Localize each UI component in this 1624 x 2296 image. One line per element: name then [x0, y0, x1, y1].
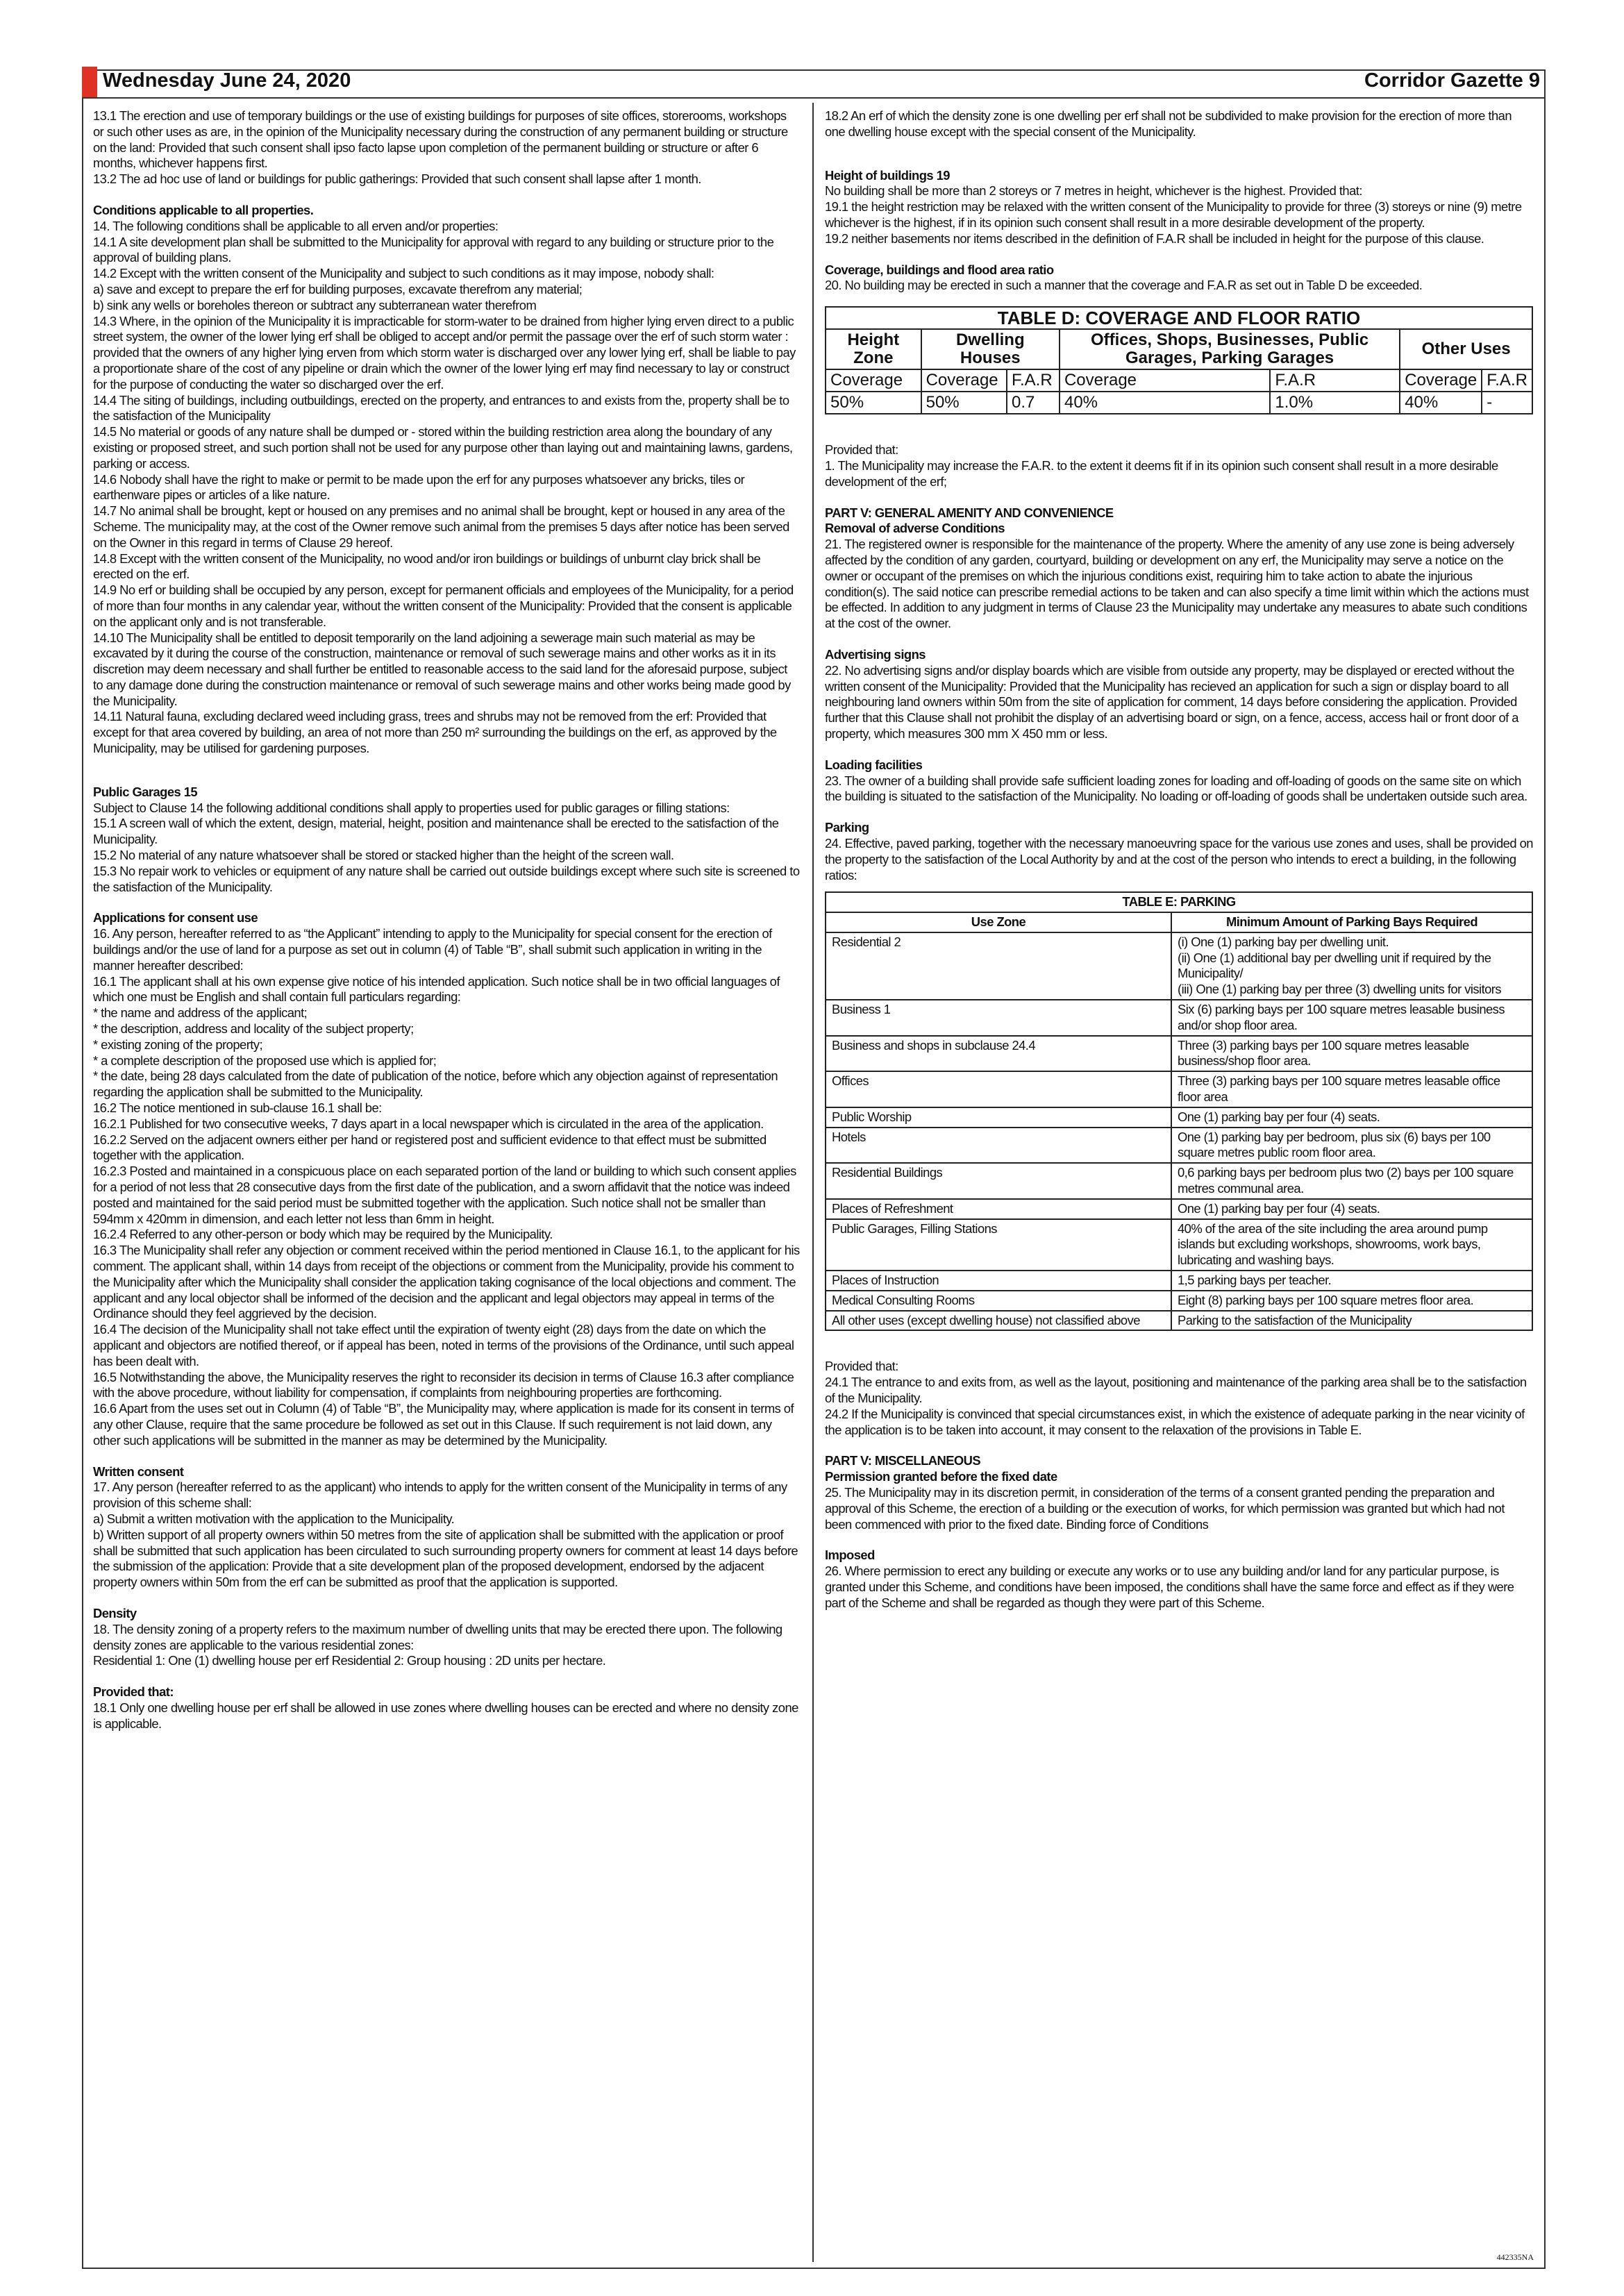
paragraph: * the date, being 28 days calculated from the date of publication of the notice, before which any objection against of representation regarding the application shall be submitted to the Municipality.	[93, 1069, 778, 1100]
use-zone-cell: Places of Instruction	[826, 1271, 1171, 1291]
section-heading: PART V: GENERAL AMENITY AND CONVENIENCE	[825, 505, 1114, 520]
section-heading: Permission granted before the fixed date	[825, 1469, 1057, 1484]
table-d-cell: 40%	[1400, 392, 1482, 414]
use-zone-cell: Hotels	[826, 1128, 1171, 1164]
table-e-parking	[825, 891, 1533, 1331]
paragraph: 16.3 The Municipality shall refer any objection or comment received within the period mentioned in Clause 16.1, to the applicant for his comment. The applicant shall, within 14 days from receipt of the objections or comment from the Municipality, provide his comment to the Municipality after which the Municipality shall consider the application taking cognisance of the local objections and comment. The applicant and any local objector shall be informed of the decision and the applicant and legal objectors may appeal in terms of the Ordinance should they feel aggrieved by the decision.	[93, 1243, 800, 1321]
spacer	[825, 414, 1534, 442]
table-row	[826, 1291, 1532, 1311]
paragraph: 14.5 No material or goods of any nature shall be dumped or - stored within the building restriction area along the boundary of any existing or proposed street, and such portion shall not be used for any purpose other than laying out and maintaining lawns, gardens, parking or access.	[93, 424, 793, 471]
paragraph: 14.2 Except with the written consent of the Municipality and subject to such conditions as it may impose, nobody shall:	[93, 266, 714, 281]
parking-requirement-cell: 40% of the area of the site including the area around pump islands but excluding workshops, showrooms, work bays, lubricating and washing bays.	[1171, 1219, 1532, 1271]
paragraph: 16.2.3 Posted and maintained in a conspicuous place on each separated portion of the land or building to which such consent applies for a period of not less that 28 consecutive days from the first date of the publication, and a sworn affidavit that the notice was indeed posted and maintained for the said period must be submitted together with the application. Such notice shall not be smaller than 594mm x 420mm in dimension, and each letter not less than 6mm in height.	[93, 1164, 796, 1226]
paragraph: 18.1 Only one dwelling house per erf shall be allowed in use zones where dwelling houses can be erected and where no density zone is applicable.	[93, 1700, 798, 1731]
table-d-title: TABLE D: COVERAGE AND FLOOR RATIO	[826, 307, 1532, 329]
header-accent-bar	[82, 67, 97, 97]
paragraph: 25. The Municipality may in its discretion permit, in consideration of the terms of a consent granted pending the preparation and approval of this Scheme, the erection of a building or the execution of works, for which permission was granted but which had not been commenced with prior to the fixed date. Binding force of Conditions	[825, 1485, 1505, 1532]
paragraph: 13.1 The erection and use of temporary buildings or the use of existing buildings for purposes of site offices, storerooms, workshops or such other uses as are, in the opinion of the Municipality necessary during the construction of any permanent building or structure on the land: Provided that such consent shall ipso facto lapse upon completion of the permanent building or structure or after 6 months, whichever happens first.	[93, 108, 788, 171]
table-e-title: TABLE E: PARKING	[826, 892, 1532, 912]
spacer	[825, 805, 1534, 820]
paragraph: 14.11 Natural fauna, excluding declared weed including grass, trees and shrubs may not be removed from the erf: Provided that except for that area covered by building, an area of not more than 250 m² surrounding the buildings on the erf, as approved by the Municipality, may be utilised for gardening purposes.	[93, 709, 777, 756]
paragraph: 14.3 Where, in the opinion of the Municipality it is impracticable for storm-water to be drained from higher lying erven direct to a public street system, the owner of the lower lying erf shall be obliged to accept and/or permit the passage over the erf of such storm water : provided that the owners of any higher lying erven from which storm water is discharged over any lower lying erf, shall be liable to pay a proportionate share of the cost of any pipeline or drain which the owner of the lower lying erf may find necessary to lay or construct for the purpose of conducting the water so discharged over the erf.	[93, 313, 796, 392]
table-row	[826, 1163, 1532, 1199]
table-d-other-header: Other Uses	[1400, 329, 1532, 369]
use-zone-cell: Residential 2	[826, 932, 1171, 1000]
paragraph: 13.2 The ad hoc use of land or buildings for public gatherings: Provided that such consent shall lapse after 1 month.	[93, 171, 701, 187]
table-row	[826, 1311, 1532, 1331]
table-d-subheader-cell: F.A.R	[1007, 369, 1060, 392]
table-d-dwelling-header: Dwelling Houses	[921, 329, 1060, 369]
table-d-subheader-cell: Coverage	[826, 369, 921, 392]
paragraph: 14.6 Nobody shall have the right to make or permit to be made upon the erf for any purposes whatsoever any bricks, tiles or earthenware pipes or articles of a like nature.	[93, 471, 745, 503]
use-zone-cell: Public Worship	[826, 1107, 1171, 1128]
right-column	[825, 108, 1534, 2261]
paragraph: 24.2 If the Municipality is convinced that special circumstances exist, in which the existence of adequate parking in the near vicinity of the application is to be taken into account, it may consent to the relaxation of the provisions in Table E.	[825, 1406, 1525, 1437]
table-d-subheader-cell: F.A.R	[1270, 369, 1400, 392]
right-top-section	[825, 108, 1534, 294]
parking-requirement-cell: Three (3) parking bays per 100 square metres leasable business/shop floor area.	[1171, 1036, 1532, 1072]
paragraph: 14.7 No animal shall be brought, kept or housed on any premises and no animal shall be brought, kept or housed in any area of the Scheme. The municipality may, at the cost of the Owner remove such animal from the premises 5 days after notice has been served on the Owner in this regard in terms of Clause 29 hereof.	[93, 503, 789, 550]
paragraph: 16.4 The decision of the Municipality shall not take effect until the expiration of twenty eight (28) days from the date on which the applicant and objectors are notified thereof, or if appeal has been, noted in terms of the provisions of the Ordinance, until such appeal has been dealt with.	[93, 1322, 794, 1368]
paragraph: 16. Any person, hereafter referred to as “the Applicant” intending to apply to the Municipality for special consent for the erection of buildings and/or the use of land for a purpose as set out in column (4) of Table “B”, shall submit such application in writing in the manner hereafter described:	[93, 926, 772, 973]
paragraph: 21. The registered owner is responsible for the maintenance of the property. Where the amenity of any use zone is being adversely affected by the condition of any garden, courtyard, building or development on any erf, the Municipality may serve a notice on the owner or occupant of the premises on which the injurious conditions exist, requiring him to take action to abate the injurious condition(s). The said notice can prescribe remedial actions to be taken and can also specify a time limit within which the actions must be effected. In addition to any judgment in terms of Clause 23 the Municipality may undertake any measures to abate such conditions at the cost of the owner.	[825, 537, 1529, 631]
paragraph: 14.10 The Municipality shall be entitled to deposit temporarily on the land adjoining a sewerage main such material as may be excavated by it during the course of the construction, maintenance or removal of such sewerage mains and other works as it in its discretion may deem necessary and shall further be entitled to reasonable access to the said land for the aforesaid purpose, subject to any damage done during the construction maintenance or removal of such sewerage mains and other works being made good by the Municipality.	[93, 630, 791, 708]
paragraph: 1. The Municipality may increase the F.A.R. to the extent it deems fit if in its opinion such consent shall result in a more desirable development of the erf;	[825, 458, 1498, 489]
paragraph: 17. Any person (hereafter referred to as the applicant) who intends to apply for the written consent of the Municipality in terms of any provision of this scheme shall:	[93, 1480, 787, 1511]
paragraph: 16.1 The applicant shall at his own expense give notice of his intended application. Such notice shall be in two official languages of which one must be English and shall contain full particulars regarding:	[93, 973, 780, 1005]
paragraph: 16.2.2 Served on the adjacent owners either per hand or registered post and sufficient evidence to that effect must be submitted together with the application.	[93, 1132, 767, 1163]
use-zone-cell: Public Garages, Filling Stations	[826, 1219, 1171, 1271]
parking-requirement-cell: Parking to the satisfaction of the Municipality	[1171, 1311, 1532, 1331]
spacer	[825, 742, 1534, 757]
paragraph: 18. The density zoning of a property refers to the maximum number of dwelling units that may be erected there upon. The following density zones are applicable to the various residential zones:	[93, 1621, 782, 1652]
paragraph: b) sink any wells or boreholes thereon or subtract any subterranean water therefrom	[93, 297, 537, 312]
parking-requirement-cell: One (1) parking bay per four (4) seats.	[1171, 1199, 1532, 1219]
section-heading: Height of buildings 19	[825, 167, 950, 183]
spacer	[825, 490, 1534, 505]
paragraph: * a complete description of the proposed use which is applied for;	[93, 1053, 437, 1068]
table-d-cell: -	[1482, 392, 1532, 414]
table-row	[826, 1271, 1532, 1291]
use-zone-cell: Business and shops in subclause 24.4	[826, 1036, 1171, 1072]
reference-code: 442335NA	[1496, 2252, 1534, 2262]
table-d-coverage	[825, 306, 1533, 414]
spacer	[825, 140, 1534, 168]
paragraph: 20. No building may be erected in such a manner that the coverage and F.A.R as set out in Table D be exceeded.	[825, 278, 1423, 293]
parking-requirement-cell: (i) One (1) parking bay per dwelling unit. (ii) One (1) additional bay per dwelling unit if required by the Municipality/ (iii) One (1) parking bay per three (3) dwelling units for visitors	[1171, 932, 1532, 1000]
table-row	[826, 932, 1532, 1000]
paragraph: * the name and address of the applicant;	[93, 1005, 308, 1021]
table-d-cell: 50%	[826, 392, 921, 414]
section-heading: PART V: MISCELLANEOUS	[825, 1453, 981, 1468]
use-zone-cell: Places of Refreshment	[826, 1199, 1171, 1219]
paragraph: 24. Effective, paved parking, together with the necessary manoeuvring space for the various use zones and uses, shall be provided on the property to the satisfaction of the Local Authority by and at the cost of the person who intends to erect a building, in the following ratios:	[825, 835, 1533, 882]
parking-requirement-cell: 1,5 parking bays per teacher.	[1171, 1271, 1532, 1291]
table-row	[826, 1071, 1532, 1107]
paragraph: * existing zoning of the property;	[93, 1037, 263, 1052]
table-d-subheader-cell: Coverage	[1400, 369, 1482, 392]
parking-requirement-cell: 0,6 parking bays per bedroom plus two (2) bays per 100 square metres communal area.	[1171, 1163, 1532, 1199]
section-heading: Coverage, buildings and flood area ratio	[825, 262, 1054, 277]
table-d-subheader-cell: Coverage	[921, 369, 1007, 392]
paragraph: 14.9 No erf or building shall be occupied by any person, except for permanent officials and employees of the Municipality, for a period of more than four months in any calendar year, without the written consent of the Municipality: Provided that the consent is applicable on the applicant only and is not transferable.	[93, 583, 794, 629]
table-d-height-zone-header: Height Zone	[826, 329, 921, 369]
spacer	[825, 247, 1534, 262]
paragraph: 23. The owner of a building shall provide safe sufficient loading zones for loading and off-loading of goods on the same site on which the building is situated to the satisfaction of the Municipality. No loading or off-loading of goods shall be undertaken outside such area.	[825, 773, 1527, 804]
table-row	[826, 1036, 1532, 1072]
section-heading: Imposed	[825, 1548, 875, 1563]
paragraph: Provided that:	[825, 442, 898, 458]
use-zone-cell: Medical Consulting Rooms	[826, 1291, 1171, 1311]
table-e-use-zone-header: Use Zone	[826, 912, 1171, 932]
paragraph: 18.2 An erf of which the density zone is one dwelling per erf shall not be subdivided to make provision for the erection of more than one dwelling house except with the special consent of the Municipality.	[825, 108, 1512, 139]
use-zone-cell: Business 1	[826, 1000, 1171, 1036]
table-row	[826, 1107, 1532, 1128]
spacer	[93, 1449, 800, 1464]
paragraph: 16.5 Notwithstanding the above, the Municipality reserves the right to reconsider its decision in terms of Clause 16.3 after compliance with the above procedure, without liability for compensation, if complaints from neighbouring properties are forthcoming.	[93, 1369, 794, 1400]
section-heading: Public Garages 15	[93, 784, 198, 799]
paragraph: Provided that:	[825, 1359, 898, 1374]
paragraph: a) save and except to prepare the erf for building purposes, excavate therefrom any material;	[93, 281, 583, 296]
paragraph: 14.1 A site development plan shall be submitted to the Municipality for approval with regard to any building or structure prior to the approval of building plans.	[93, 234, 774, 265]
paragraph: No building shall be more than 2 storeys or 7 metres in height, whichever is the highest. Provided that:	[825, 183, 1362, 199]
spacer	[93, 1669, 800, 1684]
section-heading: Provided that:	[93, 1684, 174, 1700]
paragraph: 16.2.1 Published for two consecutive weeks, 7 days apart in a local newspaper which is circulated in the area of the application.	[93, 1116, 764, 1131]
paragraph: 14. The following conditions shall be applicable to all erven and/or properties:	[93, 218, 499, 233]
paragraph: 15.3 No repair work to vehicles or equipment of any nature shall be carried out outside buildings except where such site is screened to the satisfaction of the Municipality.	[93, 863, 800, 894]
table-d-subheader-cell: Coverage	[1060, 369, 1270, 392]
paragraph: 14.4 The siting of buildings, including outbuildings, erected on the property, and entrances to and exists from the, property shall be to the satisfaction of the Municipality	[93, 392, 789, 424]
paragraph: 15.2 No material of any nature whatsoever shall be stored or stacked higher than the height of the screen wall.	[93, 848, 674, 863]
paragraph: 15.1 A screen wall of which the extent, design, material, height, position and maintenance shall be erected to the satisfaction of the Municipality.	[93, 816, 779, 847]
section-heading: Parking	[825, 820, 869, 835]
paragraph: 16.6 Apart from the uses set out in Column (4) of Table “B”, the Municipality may, where application is made for its consent in terms of any other Clause, require that the same procedure be followed as set out in this Clause. If such requirement is not laid down, any other such applications will be submitted in the manner as may be determined by the Municipality.	[93, 1401, 794, 1448]
table-d-subheader-row	[826, 369, 1532, 392]
spacer	[825, 632, 1534, 647]
paragraph: 14.8 Except with the written consent of the Municipality, no wood and/or iron buildings or buildings of unburnt clay brick shall be erected on the erf.	[93, 551, 761, 582]
table-d-cell: 50%	[921, 392, 1007, 414]
paragraph: Subject to Clause 14 the following additional conditions shall apply to properties used for public garages or filling stations:	[93, 800, 730, 815]
paragraph: * the description, address and locality of the subject property;	[93, 1021, 414, 1037]
parking-requirement-cell: One (1) parking bay per four (4) seats.	[1171, 1107, 1532, 1128]
gazette-page-label: Corridor Gazette 9	[1364, 69, 1540, 92]
table-e-body	[826, 932, 1532, 1331]
spacer	[93, 1591, 800, 1606]
table-d-subheader-cell: F.A.R	[1482, 369, 1532, 392]
spacer	[825, 1532, 1534, 1548]
use-zone-cell: All other uses (except dwelling house) not classified above	[826, 1311, 1171, 1331]
right-bottom-section	[825, 1331, 1534, 1611]
parking-requirement-cell: Six (6) parking bays per 100 square metres leasable business and/or shop floor area.	[1171, 1000, 1532, 1036]
table-d-offices-header: Offices, Shops, Businesses, Public Garages, Parking Garages	[1060, 329, 1400, 369]
section-heading: Density	[93, 1605, 137, 1620]
paragraph: 19.2 neither basements nor items described in the definition of F.A.R shall be included in height for the purpose of this clause.	[825, 231, 1484, 246]
section-heading: Removal of adverse Conditions	[825, 521, 1005, 536]
spacer	[825, 1331, 1534, 1359]
spacer	[93, 757, 800, 785]
issue-date: Wednesday June 24, 2020	[103, 69, 351, 92]
column-divider	[812, 103, 814, 2262]
paragraph: b) Written support of all property owners within 50 metres from the site of application shall be submitted with the application or proof shall be submitted that such application has been circulated to such surrounding property owners for comment at least 14 days before the submission of the application: Provide that a site development plan of the proposed development, endorsed by the adjacent property owners within 50m from the erf can be submitted as proof that the application is supported.	[93, 1527, 798, 1590]
table-d-cell: 40%	[1060, 392, 1270, 414]
section-heading: Applications for consent use	[93, 910, 258, 925]
use-zone-cell: Residential Buildings	[826, 1163, 1171, 1199]
header-rule	[82, 97, 1546, 99]
paragraph: a) Submit a written motivation with the application to the Municipality.	[93, 1511, 455, 1526]
table-row	[826, 1199, 1532, 1219]
paragraph: 26. Where permission to erect any building or execute any works or to use any building and/or land for any particular purpose, is granted under this Scheme, and conditions have been imposed, the conditions shall have the same force and effect as if they were part of the Scheme and shall be regarded as though they were part of this Scheme.	[825, 1564, 1514, 1610]
paragraph: Residential 1: One (1) dwelling house per erf Residential 2: Group housing : 2D units per hectare.	[93, 1653, 606, 1668]
table-d-cell: 1.0%	[1270, 392, 1400, 414]
table-e-bays-header: Minimum Amount of Parking Bays Required	[1171, 912, 1532, 932]
right-middle-section	[825, 414, 1534, 883]
table-d-data-row	[826, 392, 1532, 414]
table-row	[826, 1219, 1532, 1271]
section-heading: Loading facilities	[825, 757, 923, 772]
left-column	[93, 108, 800, 2261]
spacer	[825, 1438, 1534, 1453]
section-heading: Advertising signs	[825, 646, 926, 662]
parking-requirement-cell: One (1) parking bay per bedroom, plus six (6) bays per 100 square metres public room floor area.	[1171, 1128, 1532, 1164]
table-d-cell: 0.7	[1007, 392, 1060, 414]
use-zone-cell: Offices	[826, 1071, 1171, 1107]
paragraph: 16.2.4 Referred to any other-person or body which may be required by the Municipality.	[93, 1227, 553, 1242]
section-heading: Written consent	[93, 1464, 184, 1479]
parking-requirement-cell: Eight (8) parking bays per 100 square metres floor area.	[1171, 1291, 1532, 1311]
paragraph: 22. No advertising signs and/or display boards which are visible from outside any property, may be displayed or erected without the written consent of the Municipality: Provided that the Municipality has recieved an application for such a sign or display board to all neighbouring land owners within 50m from the site of application for comment, 14 days before considering the application. Provided further that this Clause shall not prohibit the display of an advertising board or sign, on a fence, access, access hail or front door of a property, which measures 300 mm X 450 mm or less.	[825, 662, 1518, 741]
table-row	[826, 1128, 1532, 1164]
parking-requirement-cell: Three (3) parking bays per 100 square metres leasable office floor area	[1171, 1071, 1532, 1107]
paragraph: 24.1 The entrance to and exits from, as well as the layout, positioning and maintenance of the parking area shall be to the satisfaction of the Municipality.	[825, 1375, 1527, 1406]
page-header	[82, 67, 1546, 97]
section-heading: Conditions applicable to all properties.	[93, 202, 314, 217]
table-row	[826, 1000, 1532, 1036]
paragraph: 19.1 the height restriction may be relaxed with the written consent of the Municipality to provide for three (3) storeys or nine (9) metre whichever is the highest, if in its opinion such consent shall result in a more desirable development of the property.	[825, 199, 1522, 230]
spacer	[93, 187, 800, 203]
spacer	[93, 895, 800, 910]
paragraph: 16.2 The notice mentioned in sub-clause 16.1 shall be:	[93, 1100, 382, 1116]
